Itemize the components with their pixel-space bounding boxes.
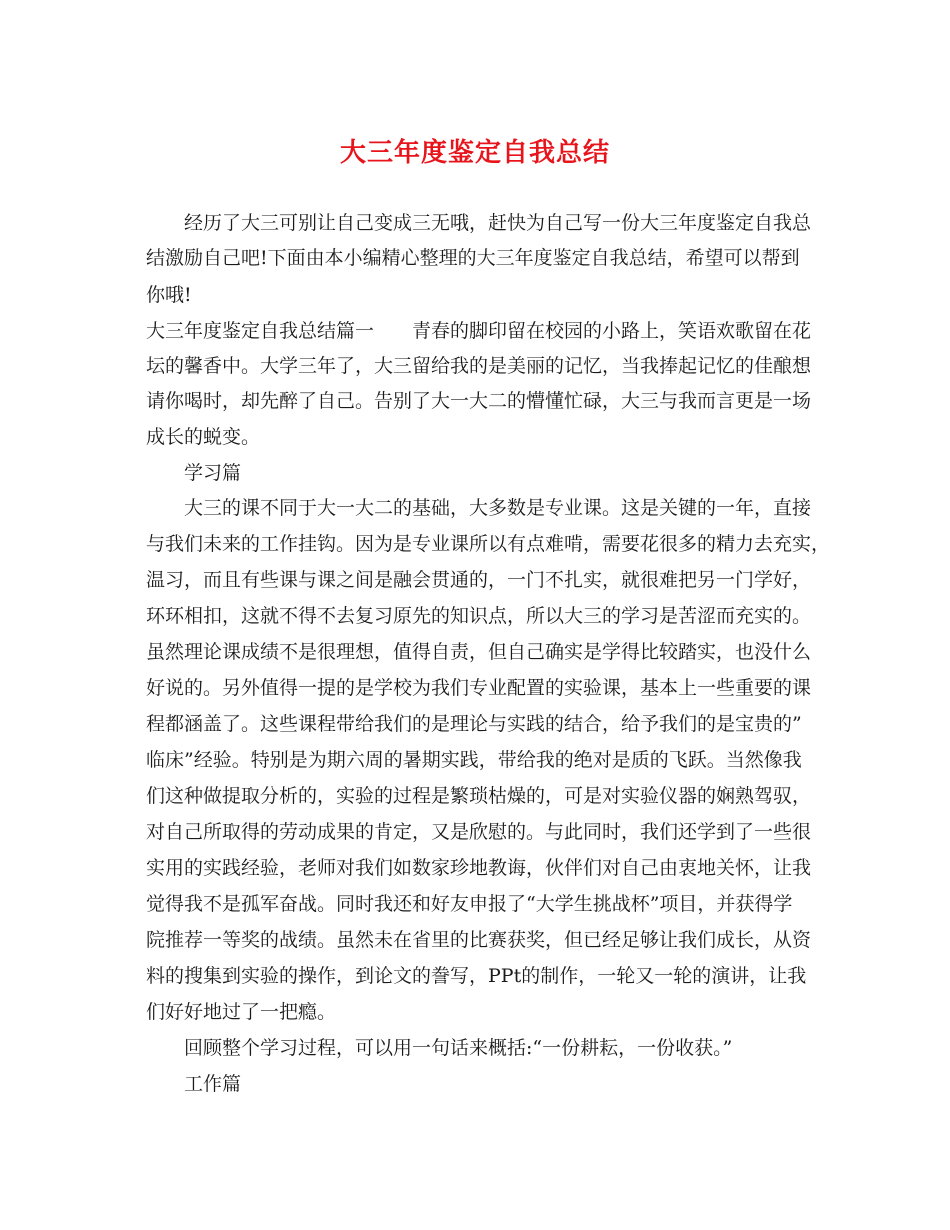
paragraph-line: 环环相扣，这就不得不去复习原先的知识点，所以大三的学习是苦涩而充实的。 <box>146 605 812 627</box>
paragraph-line: 对自己所取得的劳动成果的肯定，又是欣慰的。与此同时，我们还学到了一些很 <box>146 821 812 843</box>
paragraph-line: 你哦! <box>146 284 192 306</box>
paragraph-line: 结激励自己吧!下面由本小编精心整理的大三年度鉴定自我总结，希望可以帮到 <box>146 247 800 269</box>
paragraph-line: 院推荐一等奖的战绩。虽然未在省里的比赛获奖，但已经足够让我们成长，从资 <box>146 929 812 951</box>
paragraph-line: 实用的实践经验，老师对我们如数家珍地教诲，伙伴们对自己由衷地关怀，让我 <box>146 857 812 879</box>
paragraph-line: 温习，而且有些课与课之间是融会贯通的，一门不扎实，就很难把另一门学好， <box>146 569 812 591</box>
paragraph-line: 们这种做提取分析的，实验的过程是繁琐枯燥的，可是对实验仪器的娴熟驾驭， <box>146 785 812 807</box>
paragraph-line: 回顾整个学习过程，可以用一句话来概括:“一份耕耘，一份收获。” <box>184 1037 733 1059</box>
paragraph-line: 觉得我不是孤军奋战。同时我还和好友申报了“大学生挑战杯”项目，并获得学 <box>146 893 793 915</box>
section-heading: 学习篇 <box>184 462 242 484</box>
document-title: 大三年度鉴定自我总结 <box>339 138 610 168</box>
paragraph-line: 料的搜集到实验的操作，到论文的誊写，PPt的制作，一轮又一轮的演讲，让我 <box>146 965 807 987</box>
section-heading: 工作篇 <box>184 1073 242 1095</box>
paragraph-line: 大三的课不同于大一大二的基础，大多数是专业课。这是关键的一年，直接 <box>184 497 812 519</box>
paragraph-line: 临床”经验。特别是为期六周的暑期实践，带给我的绝对是质的飞跃。当然像我 <box>146 749 802 771</box>
paragraph-line: 坛的馨香中。大学三年了，大三留给我的是美丽的记忆，当我捧起记忆的佳酿想 <box>146 355 812 377</box>
paragraph-line: 大三年度鉴定自我总结篇一 青春的脚印留在校园的小路上，笑语欢歌留在花 <box>146 320 812 342</box>
paragraph-line: 成长的蜕变。 <box>146 426 261 448</box>
paragraph-line: 虽然理论课成绩不是很理想，值得自责，但自己确实是学得比较踏实，也没什么 <box>146 641 812 663</box>
paragraph-line: 请你喝时，却先醉了自己。告别了大一大二的懵懂忙碌，大三与我而言更是一场 <box>146 390 812 412</box>
paragraph-line: 与我们未来的工作挂钩。因为是专业课所以有点难啃，需要花很多的精力去充实， <box>146 533 831 555</box>
paragraph-line: 好说的。另外值得一提的是学校为我们专业配置的实验课，基本上一些重要的课 <box>146 677 812 699</box>
paragraph-line: 程都涵盖了。这些课程带给我们的是理论与实践的结合，给予我们的是宝贵的” <box>146 713 802 735</box>
paragraph-line: 们好好地过了一把瘾。 <box>146 1001 337 1023</box>
paragraph-line: 经历了大三可别让自己变成三无哦，赶快为自己写一份大三年度鉴定自我总 <box>184 212 812 234</box>
